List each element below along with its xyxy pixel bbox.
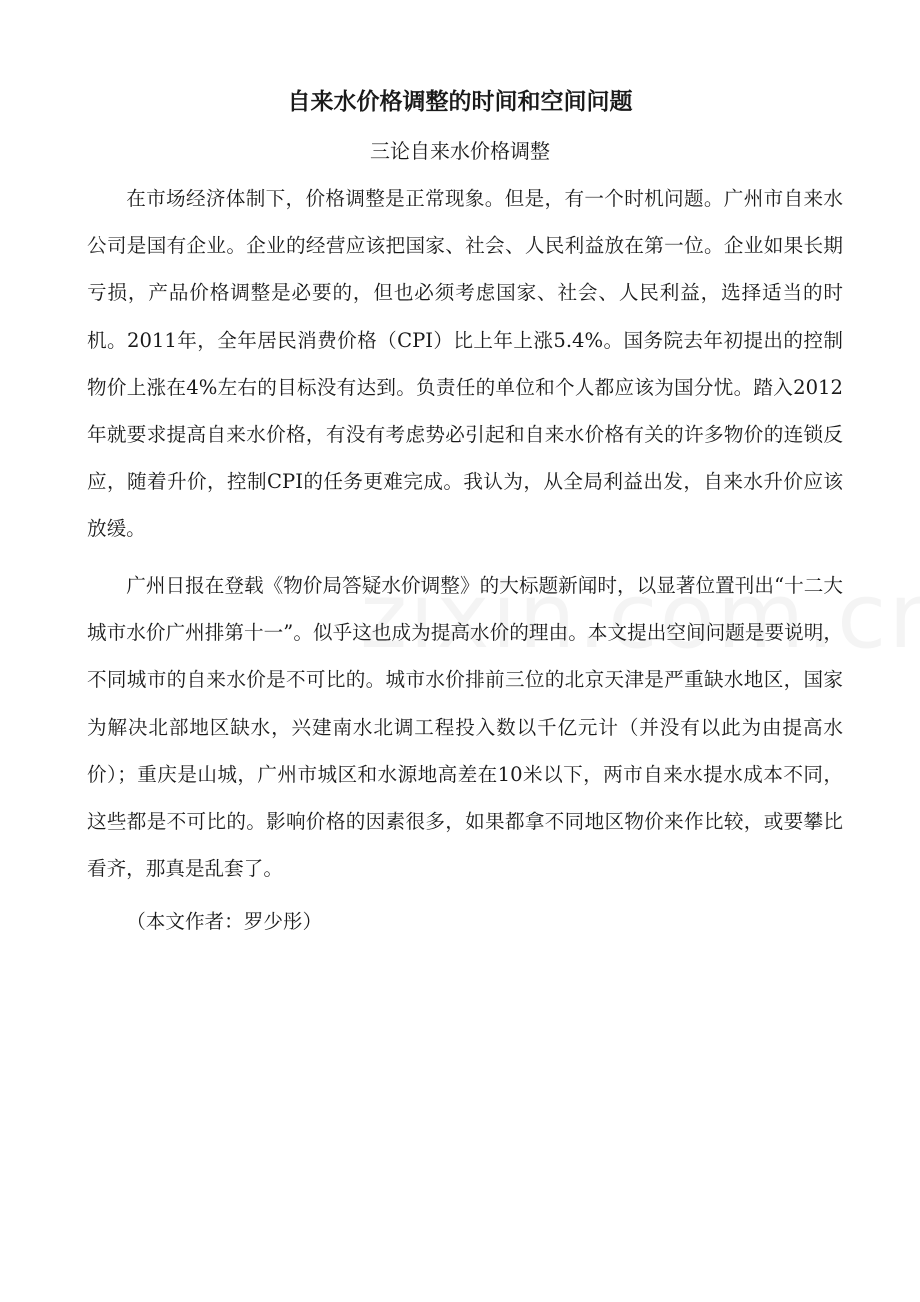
document-subtitle: 三论自来水价格调整 (370, 139, 550, 163)
author-line: （本文作者：罗少彤） (126, 910, 323, 933)
body-paragraph-1: 在市场经济体制下，价格调整是正常现象。但是，有一个时机问题。广州市自来水公司是国有企业。企业的经营应该把国家、社会、人民利益放在第一位。企业如果长期亏损，产品价格调整是必要的，但也必须考虑国家、社会、人民利益，选择适当的时机。2011年，全年居民消费价格（CPI）比上年上涨5.4%。国务院去年初提出的控制物价上涨在4%左右的目标没有达到。负责任的单位和个人都应该为国分忧。踏入2012年就要求提高自来水价格，有没有考虑势必引起和自来水价格有关的许多物价的连锁反应，随着升价，控制CPI的任务更难完成。我认为，从全局利益出发，自来水升价应该放缓。 (87, 187, 843, 541)
body-paragraph-2: 广州日报在登载《物价局答疑水价调整》的大标题新闻时，以显著位置刊出“十二大城市水价广州排第十一”。似乎这也成为提高水价的理由。本文提出空间问题是要说明，不同城市的自来水价是不可比的。城市水价排前三位的北京天津是严重缺水地区，国家为解决北部地区缺水，兴建南水北调工程投入数以千亿元计（并没有以此为由提高水价）；重庆是山城，广州市城区和水源地高差在10米以下，两市自来水提水成本不同，这些都是不可比的。影响价格的因素很多，如果都拿不同地区物价来作比较，或要攀比看齐，那真是乱套了。 (87, 574, 843, 881)
document-title: 自来水价格调整的时间和空间问题 (287, 89, 633, 115)
